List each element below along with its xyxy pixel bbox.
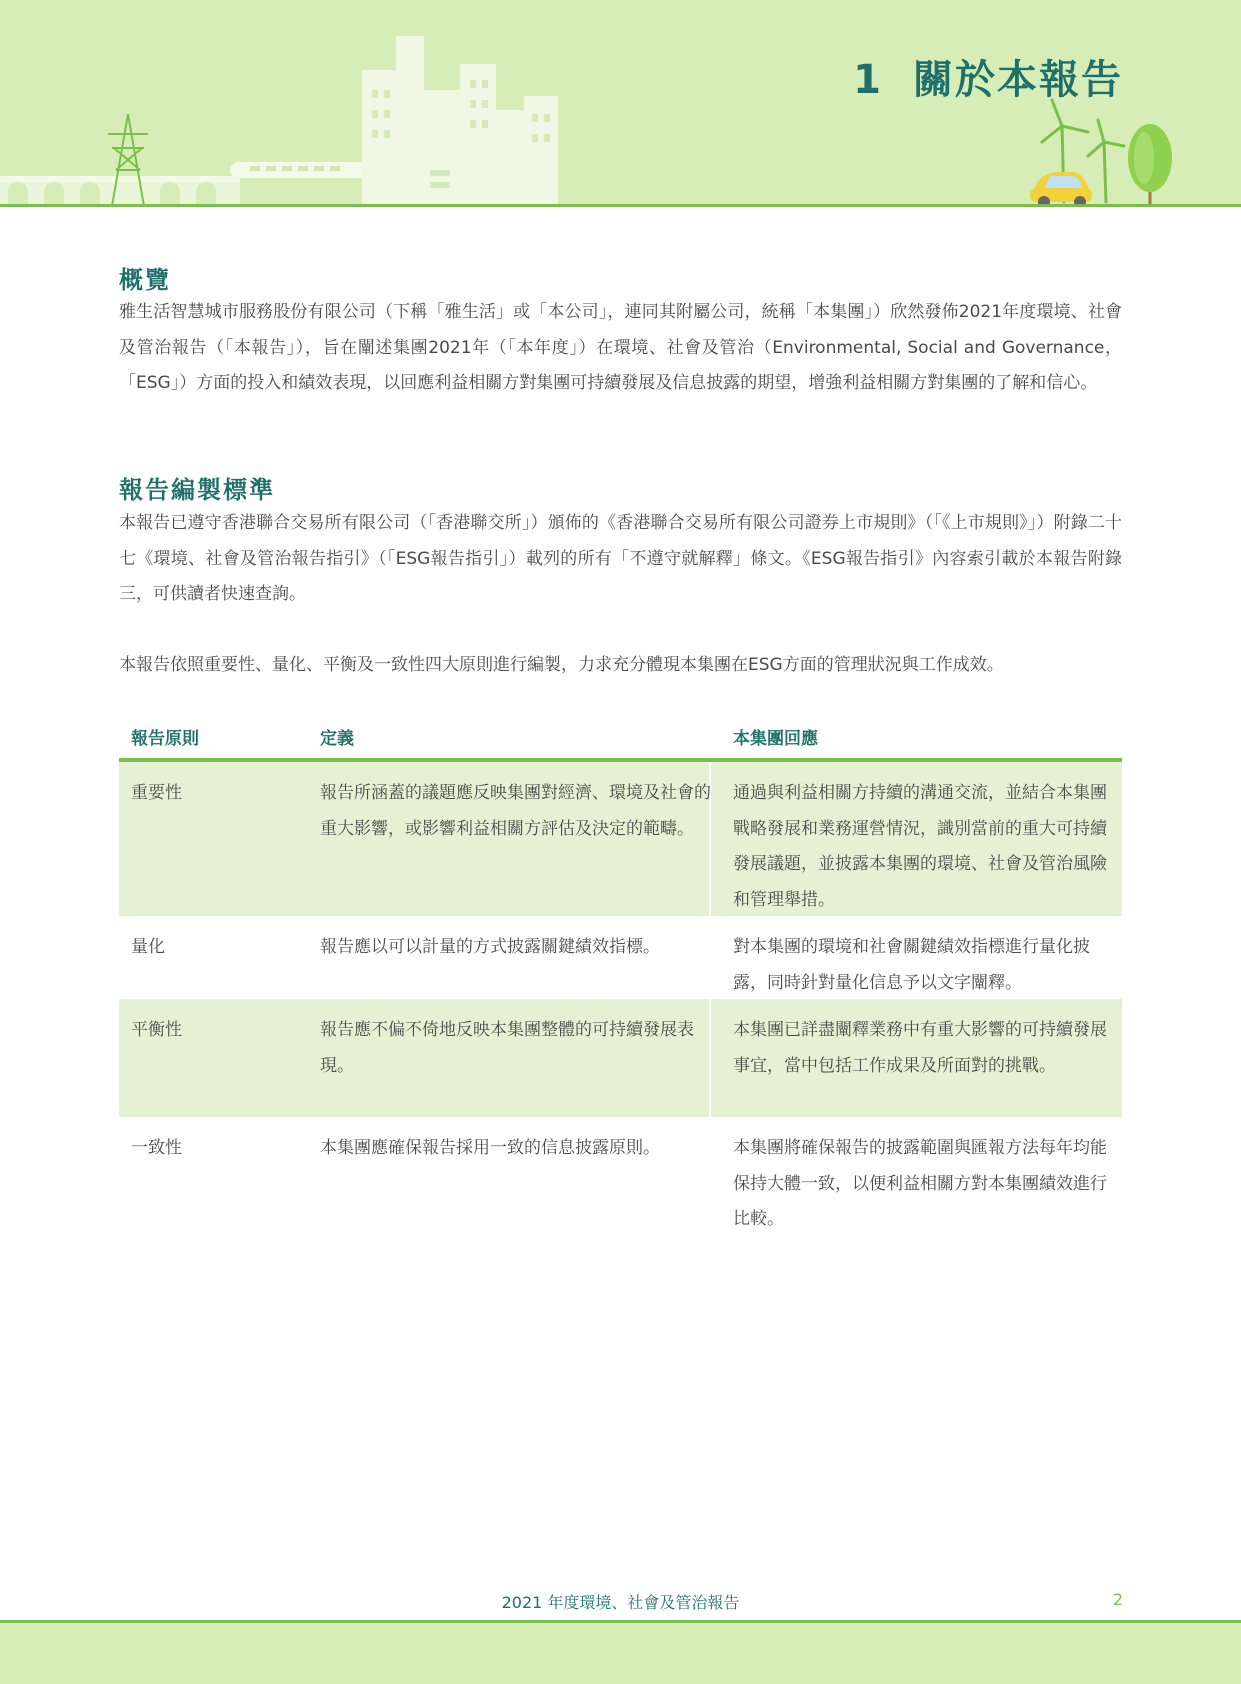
section-title-overview: 概覽 xyxy=(119,266,171,294)
wind-turbine-car-tree-illustration xyxy=(1020,96,1180,206)
table-header-principle: 報告原則 xyxy=(131,729,199,749)
header-divider-line xyxy=(0,204,1241,207)
section-title-standards: 報告編製標準 xyxy=(119,476,275,504)
definition-cell: 報告應不偏不倚地反映本集團整體的可持續發展表現。 xyxy=(320,1020,694,1076)
principle-cell: 一致性 xyxy=(131,1138,182,1158)
response-cell: 本集團已詳盡闡釋業務中有重大影響的可持續發展事宜，當中包括工作成果及所面對的挑戰。 xyxy=(733,1020,1107,1076)
definition-cell: 報告應以可以計量的方式披露關鍵績效指標。 xyxy=(320,937,660,957)
city-skyline-illustration xyxy=(0,30,580,206)
principles-table xyxy=(119,716,1122,1235)
definition-cell: 報告所涵蓋的議題應反映集團對經濟、環境及社會的重大影響，或影響利益相關方評估及決定的範疇。 xyxy=(320,783,711,839)
page-number: 2 xyxy=(1112,1590,1123,1609)
response-cell: 對本集團的環境和社會關鍵績效指標進行量化披露，同時針對量化信息予以文字闡釋。 xyxy=(733,937,1090,993)
table-header-row xyxy=(119,716,1122,762)
table-header-response: 本集團回應 xyxy=(733,729,818,749)
table-row xyxy=(119,999,1122,1117)
standards-paragraph-1: 本報告已遵守香港聯合交易所有限公司（「香港聯交所」）頒佈的《香港聯合交易所有限公司證券上市規則》（「《上市規則》」）附錄二十七《環境、社會及管治報告指引》（「ESG報告指引」）載列的所有「不遵守就解釋」條文。《ESG報告指引》內容索引載於本報告附錄三，可供讀者快速查詢。 xyxy=(119,513,1122,604)
footer-band xyxy=(0,1623,1241,1684)
header-banner xyxy=(0,0,1241,206)
principle-cell: 重要性 xyxy=(131,783,182,803)
response-cell: 通過與利益相關方持續的溝通交流，並結合本集團戰略發展和業務運營情況，識別當前的重大可持續發展議題，並披露本集團的環境、社會及管治風險和管理舉措。 xyxy=(733,783,1107,910)
table-row xyxy=(119,916,1122,999)
principle-cell: 量化 xyxy=(131,937,165,957)
table-header-definition: 定義 xyxy=(320,729,354,749)
standards-paragraph-2: 本報告依照重要性、量化、平衡及一致性四大原則進行編製，力求充分體現本集團在ESG方面的管理狀況與工作成效。 xyxy=(119,655,1004,675)
table-row xyxy=(119,1117,1122,1235)
response-cell: 本集團將確保報告的披露範圍與匯報方法每年均能保持大體一致，以便利益相關方對本集團績效進行比較。 xyxy=(733,1138,1107,1229)
definition-cell: 本集團應確保報告採用一致的信息披露原則。 xyxy=(320,1138,660,1158)
table-row xyxy=(119,762,1122,916)
principle-cell: 平衡性 xyxy=(131,1020,182,1040)
chapter-number: 1 xyxy=(853,57,883,103)
chapter-title-text: 關於本報告 xyxy=(913,57,1123,103)
overview-paragraph: 雅生活智慧城市服務股份有限公司（下稱「雅生活」或「本公司」，連同其附屬公司，統稱「本集團」）欣然發佈2021年度環境、社會及管治報告（「本報告」），旨在闡述集團2021年（「本年度」）在環境、社會及管治（Environmental, Social and Governance，「ESG」）方面的投入和績效表現，以回應利益相關方對集團可持續發展及信息披露的期望，增強利益相關方對集團的了解和信心。 xyxy=(119,302,1122,393)
footer-report-name: 2021 年度環境、社會及管治報告 xyxy=(501,1593,740,1612)
